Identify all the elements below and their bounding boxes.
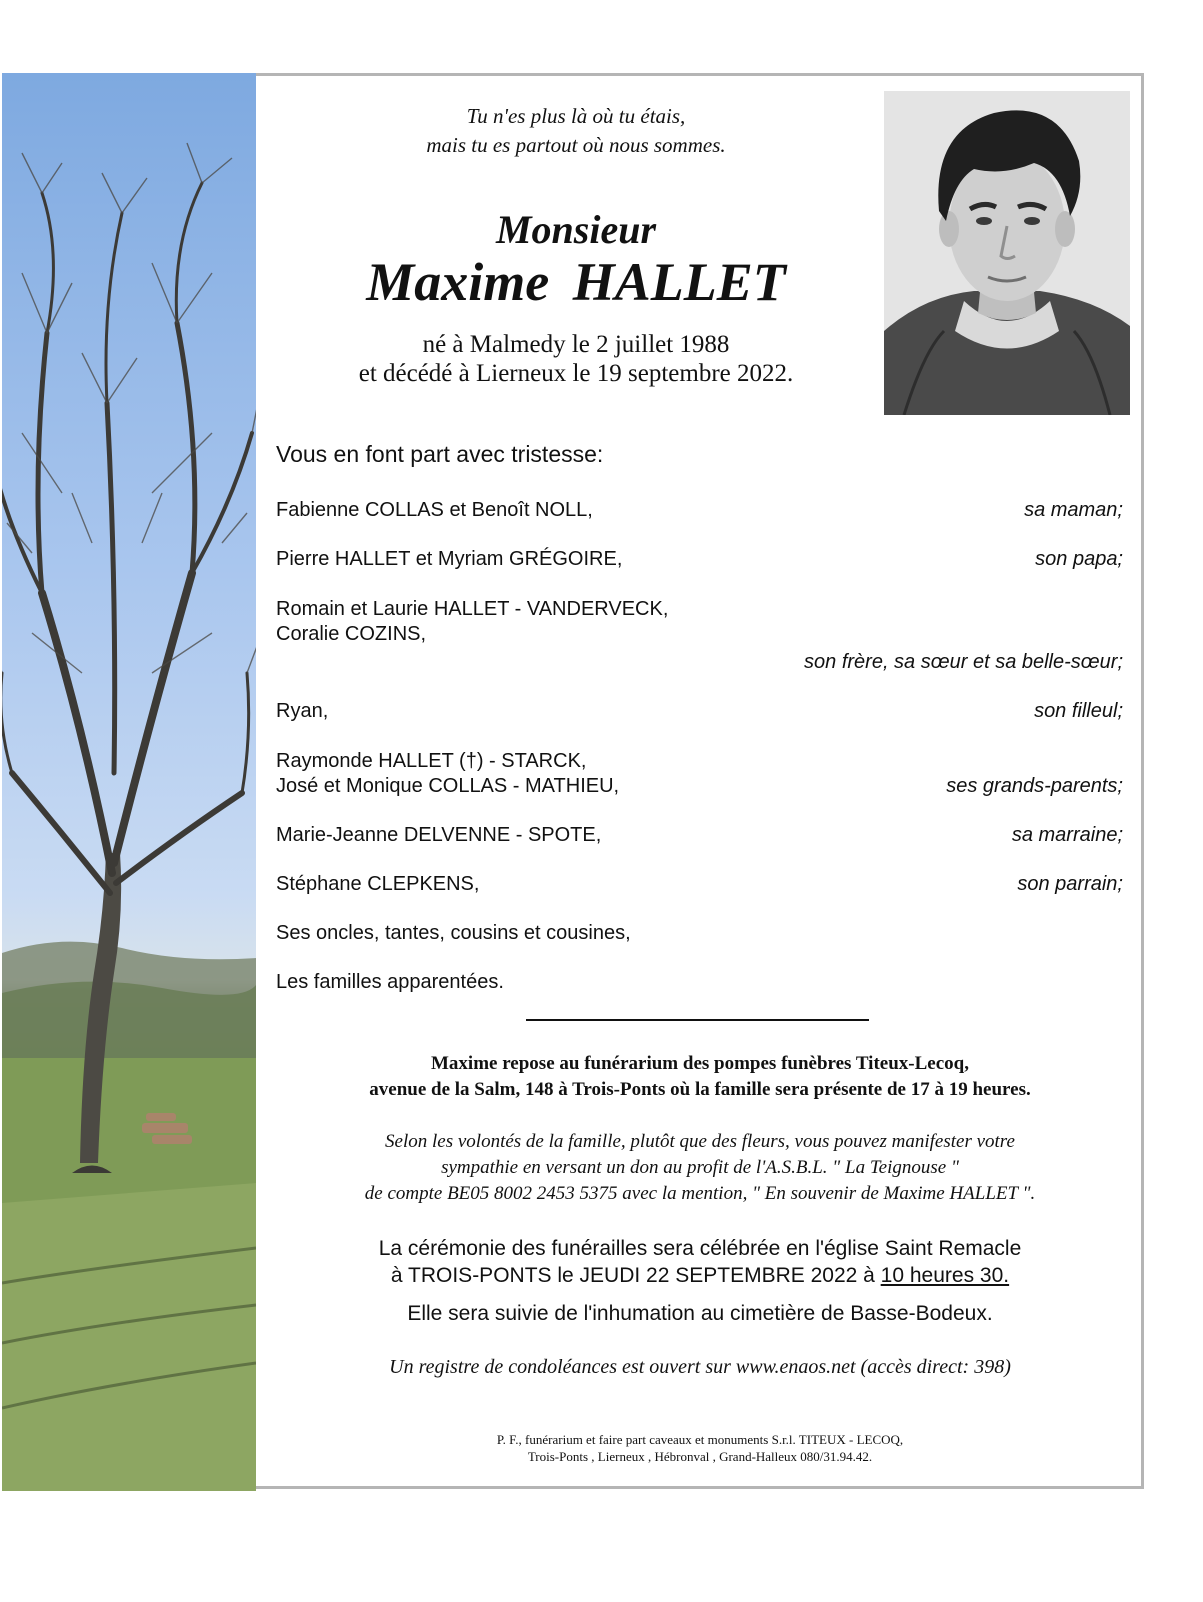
ceremony-date: à TROIS-PONTS le JEUDI 22 SEPTEMBRE 2022 à [390,1264,881,1287]
family-names-8: Les familles apparentées. [276,971,504,993]
ceremony-line-1: La cérémonie des funérailles sera célébrée en l'église Saint Remacle [378,1237,1022,1260]
family-names-4 [276,749,619,799]
family-relation-2: son frère, sa sœur et sa belle-sœur; [804,651,1123,673]
family-relation-1: son papa; [1035,548,1123,570]
condolence-register: Un registre de condoléances est ouvert sur www.enaos.net (accès direct: 398) [389,1356,1011,1378]
family-relation-6: son parrain; [1017,873,1123,895]
family-names-7: Ses oncles, tantes, cousins et cousines, [276,922,631,944]
family-relation-3: son filleul; [1034,700,1123,722]
deceased-name: Maxime HALLET [366,252,786,312]
section-divider [526,1019,869,1021]
funeral-home-info [256,1051,1144,1103]
family-name-line: Coralie COZINS, [276,623,427,645]
birth-line: né à Malmedy le 2 juillet 1988 [422,331,730,358]
family-relation-0: sa maman; [1024,499,1123,521]
family-name-line: José et Monique COLLAS - MATHIEU, [276,775,620,797]
family-names-0: Fabienne COLLAS et Benoît NOLL, [276,499,593,521]
landscape-tree-photo [2,73,256,1491]
ceremony-time: 10 heures 30. [880,1264,1010,1287]
ceremony-line-2 [256,1262,1144,1289]
family-names-1: Pierre HALLET et Myriam GRÉGOIRE, [276,548,623,570]
family-names-5: Marie-Jeanne DELVENNE - SPOTE, [276,824,602,846]
family-name-line: Romain et Laurie HALLET - VANDERVECK, [276,598,669,620]
family-names-2 [276,597,668,647]
wishes-line-1: Selon les volontés de la famille, plutôt que des fleurs, vous pouvez manifester votre [385,1131,1015,1152]
family-names-6: Stéphane CLEPKENS, [276,873,480,895]
ceremony-info [256,1235,1144,1289]
death-line: et décédé à Lierneux le 19 septembre 2022. [358,360,794,387]
repose-line-2: avenue de la Salm, 148 à Trois-Ponts où la famille sera présente de 17 à 19 heures. [369,1079,1031,1100]
family-name-line: Raymonde HALLET (†) - STARCK, [276,750,587,772]
footer-line-2: Trois-Ponts , Lierneux , Hébronval , Grand-Halleux 080/31.94.42. [527,1449,873,1464]
burial-info: Elle sera suivie de l'inhumation au cimetière de Basse-Bodeux. [407,1302,993,1325]
civility-title: Monsieur [495,207,657,252]
family-relation-4: ses grands-parents; [946,775,1123,797]
life-dates [256,330,896,388]
family-names-3: Ryan, [276,700,329,722]
epigraph [256,102,896,160]
donation-wishes [256,1129,1144,1207]
wishes-line-3: de compte BE05 8002 2453 5375 avec la mention, " En souvenir de Maxime HALLET ". [364,1183,1036,1204]
portrait-photo [884,91,1130,415]
epigraph-line-1: Tu n'es plus là où tu étais, [466,104,686,128]
funeral-director-footer [256,1431,1144,1465]
epigraph-line-2: mais tu es partout où nous sommes. [426,133,726,157]
family-relation-5: sa marraine; [1011,824,1123,846]
footer-line-1: P. F., funérarium et faire part caveaux et monuments S.r.l. TITEUX - LECOQ, [496,1432,904,1447]
family-intro: Vous en font part avec tristesse: [276,441,604,467]
wishes-line-2: sympathie en versant un don au profit de l'A.S.B.L. " La Teignouse " [441,1157,959,1178]
repose-line-1: Maxime repose au funérarium des pompes funèbres Titeux-Lecoq, [431,1053,969,1074]
